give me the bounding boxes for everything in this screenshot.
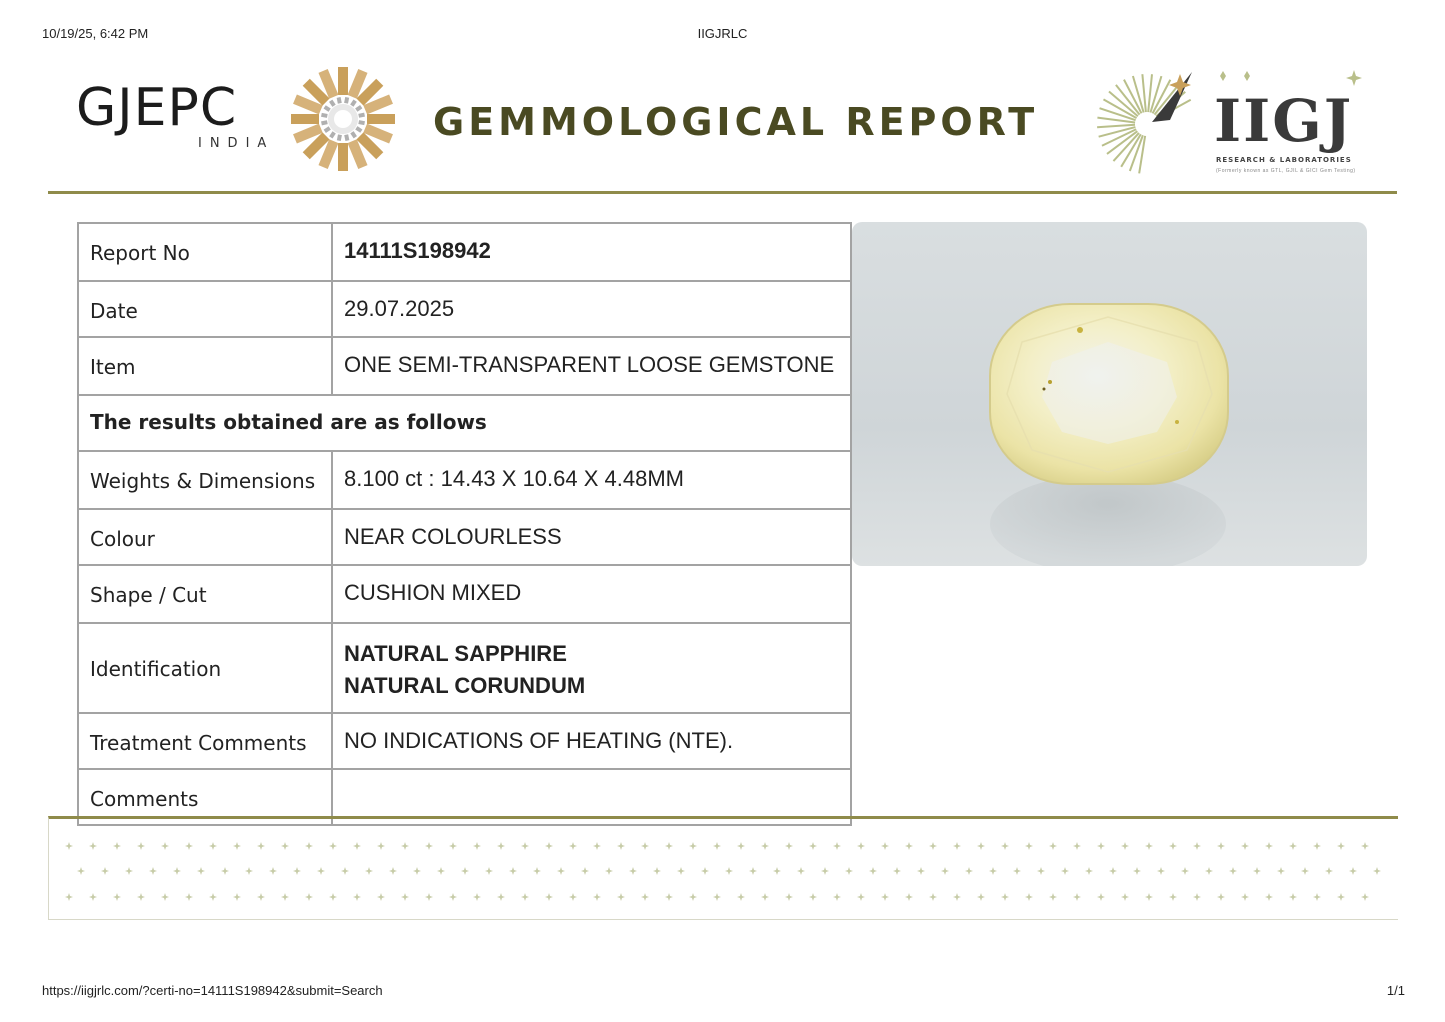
decorative-sparkle-band [48,816,1398,920]
iigj-subtitle: RESEARCH & LABORATORIES [1216,156,1352,164]
print-url: https://iigjrlc.com/?certi-no=14111S198942&submit=Search [42,983,383,998]
weights-value: 8.100 ct : 14.43 X 10.64 X 4.48MM [332,451,851,509]
table-row-shape [78,565,851,623]
treatment-label: Treatment Comments [78,713,332,769]
iigj-starburst-icon [1092,62,1202,182]
item-value: ONE SEMI-TRANSPARENT LOOSE GEMSTONE [332,337,851,395]
gjepc-sunburst-icon [288,64,398,174]
weights-label: Weights & Dimensions [78,451,332,509]
table-row-results-heading [78,395,851,451]
sparkle-pattern-icon [49,819,1398,916]
date-label: Date [78,281,332,337]
iigj-logo [1092,62,1372,182]
report-table [77,222,852,826]
table-row-identification [78,623,851,713]
iigj-subtitle-small: (Formerly known as GTL, GJIL & GICI Gem Testing) [1216,168,1356,174]
table-row-treatment [78,713,851,769]
iigj-wordmark: IIGJ [1214,87,1354,155]
shape-label: Shape / Cut [78,565,332,623]
identification-line-1: NATURAL SAPPHIRE [344,641,567,666]
table-row-date [78,281,851,337]
gjepc-wordmark: GJEPC [76,78,238,138]
gemstone-image [852,222,1367,566]
identification-value [332,623,851,713]
report-no-label: Report No [78,223,332,281]
gjepc-india-text: INDIA [198,136,275,151]
colour-label: Colour [78,509,332,565]
table-row-colour [78,509,851,565]
table-row-report-no [78,223,851,281]
gemstone-photo [852,222,1367,566]
item-label: Item [78,337,332,395]
treatment-value: NO INDICATIONS OF HEATING (NTE). [332,713,851,769]
gjepc-logo [76,60,406,175]
date-value: 29.07.2025 [332,281,851,337]
print-page-number: 1/1 [1386,983,1405,998]
print-page-title: IIGJRLC [697,26,748,41]
table-row-weights [78,451,851,509]
print-datetime: 10/19/25, 6:42 PM [42,26,149,41]
shape-value: CUSHION MIXED [332,565,851,623]
colour-value: NEAR COLOURLESS [332,509,851,565]
table-row-item [78,337,851,395]
comments-label: Comments [78,769,332,825]
results-heading: The results obtained are as follows [78,395,851,451]
header-divider [48,191,1397,194]
identification-label: Identification [78,623,332,713]
report-title: GEMMOLOGICAL REPORT [433,100,1039,144]
report-no-value: 14111S198942 [332,223,851,281]
identification-line-2: NATURAL CORUNDUM [344,673,586,698]
